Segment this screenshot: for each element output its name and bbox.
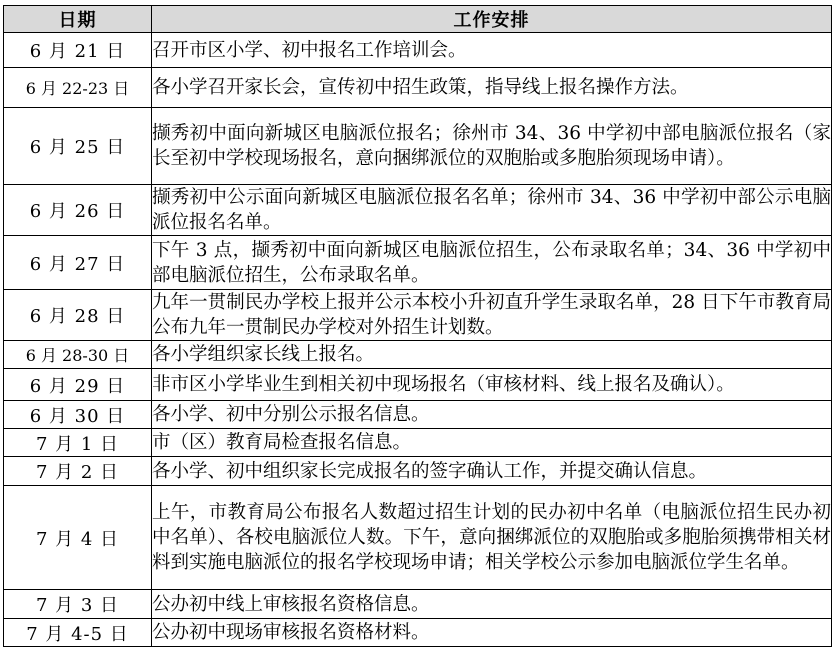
row-date: 6 月 25 日 (4, 108, 152, 185)
row-task: 非市区小学毕业生到相关初中现场报名（审核材料、线上报名及确认）。 (152, 369, 832, 401)
row-date: 6 月 28-30 日 (4, 341, 152, 369)
table-row (4, 401, 832, 429)
row-date: 6 月 27 日 (4, 236, 152, 290)
table-row (4, 236, 832, 290)
row-task: 公办初中线上审核报名资格信息。 (152, 590, 832, 619)
table-header-row (4, 6, 832, 33)
row-task: 各小学召开家长会，宣传初中招生政策，指导线上报名操作方法。 (152, 68, 832, 108)
table-row (4, 429, 832, 457)
row-task: 公办初中现场审核报名资格材料。 (152, 619, 832, 647)
row-date: 7 月 2 日 (4, 457, 152, 486)
row-date: 7 月 3 日 (4, 590, 152, 619)
header-work-arrangement: 工作安排 (152, 6, 832, 33)
row-task: 市（区）教育局检查报名信息。 (152, 429, 832, 457)
row-date: 7 月 4-5 日 (4, 619, 152, 647)
table-row (4, 185, 832, 236)
row-task: 九年一贯制民办学校上报并公示本校小升初直升学生录取名单，28 日下午市教育局公布九年一贯制民办学校对外招生计划数。 (152, 290, 832, 341)
row-task: 各小学、初中分别公示报名信息。 (152, 401, 832, 429)
table-row (4, 457, 832, 486)
row-task: 各小学、初中组织家长完成报名的签字确认工作，并提交确认信息。 (152, 457, 832, 486)
row-task: 撷秀初中面向新城区电脑派位报名；徐州市 34、36 中学初中部电脑派位报名（家长至初中学校现场报名，意向捆绑派位的双胞胎或多胞胎须现场申请）。 (152, 108, 832, 185)
table-row (4, 68, 832, 108)
row-date: 6 月 29 日 (4, 369, 152, 401)
row-date: 6 月 26 日 (4, 185, 152, 236)
header-date: 日期 (4, 6, 152, 33)
row-task: 召开市区小学、初中报名工作培训会。 (152, 33, 832, 68)
table-row (4, 590, 832, 619)
table-row (4, 33, 832, 68)
table-row (4, 619, 832, 647)
row-task: 各小学组织家长线上报名。 (152, 341, 832, 369)
row-date: 7 月 1 日 (4, 429, 152, 457)
table-row (4, 486, 832, 590)
row-date: 6 月 28 日 (4, 290, 152, 341)
row-date: 6 月 30 日 (4, 401, 152, 429)
row-task: 下午 3 点，撷秀初中面向新城区电脑派位招生，公布录取名单；34、36 中学初中部电脑派位招生，公布录取名单。 (152, 236, 832, 290)
row-task: 撷秀初中公示面向新城区电脑派位报名名单；徐州市 34、36 中学初中部公示电脑派位报名名单。 (152, 185, 832, 236)
row-date: 7 月 4 日 (4, 486, 152, 590)
table-row (4, 341, 832, 369)
enrollment-schedule-table (3, 5, 832, 647)
table-row (4, 108, 832, 185)
table-row (4, 290, 832, 341)
row-date: 6 月 21 日 (4, 33, 152, 68)
row-task: 上午，市教育局公布报名人数超过招生计划的民办初中名单（电脑派位招生民办初中名单）、各校电脑派位人数。下午，意向捆绑派位的双胞胎或多胞胎须携带相关材料到实施电脑派位的报名学校现场申请；相关学校公示参加电脑派位学生名单。 (152, 486, 832, 590)
row-date: 6 月 22-23 日 (4, 68, 152, 108)
table-row (4, 369, 832, 401)
